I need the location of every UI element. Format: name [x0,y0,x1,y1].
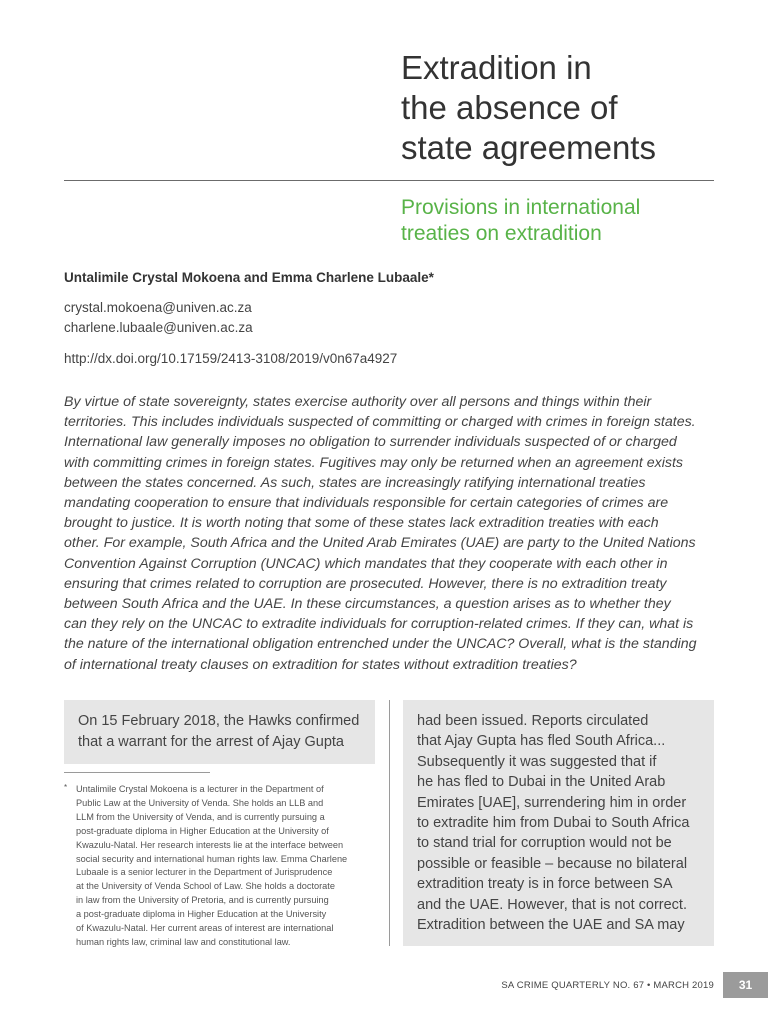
pull-quote-line: to extradite him from Dubai to South Africa [417,815,690,832]
abstract-line: with committing crimes in foreign states. Fugitives may only be returned when an agreement exists [64,454,684,471]
footnote-line: Lubaale is a senior lecturer in the Department of Jurisprudence [76,867,333,878]
abstract-line: By virtue of state sovereignty, states exercise authority over all persons and things within their [64,394,652,410]
author-email-link[interactable]: crystal.mokoena@univen.ac.za [64,300,252,315]
subtitle-line: Provisions in international [401,196,641,219]
abstract-line: between the states concerned. As such, states are increasingly ratifying international treaties [64,474,646,491]
abstract-line: the nature of the international obligation entrenched under the UNCAC? Overall, what is the standing [64,636,697,653]
abstract-line: brought to justice. It is worth noting that some of these states lack extradition treaties with each [64,515,659,532]
pull-quote-line: he has fled to Dubai in the United Arab [417,774,666,791]
abstract-line: mandating cooperation to ensure that individuals responsible for certain categories of crimes are [64,495,669,512]
pull-quote-line: had been issued. Reports circulated [417,713,649,729]
footnote-line: Untalimile Crystal Mokoena is a lecturer in the Department of [76,784,324,794]
page-number: 31 [723,972,768,998]
title-divider [64,180,714,181]
column-divider [389,700,390,946]
abstract-line: other. For example, South Africa and the United Arab Emirates (UAE) are party to the United Nations [64,535,696,552]
abstract-line: International law generally imposes no obligation to surrender individuals suspected of or charged [64,434,677,451]
doi-link[interactable]: http://dx.doi.org/10.17159/2413-3108/2019/v0n67a4927 [64,351,398,366]
footnote-text [76,783,347,950]
footnote-line: social security and international human rights law. Emma Charlene [76,853,348,864]
running-footer: SA CRIME QUARTERLY NO. 67 • MARCH 2019 [501,980,714,991]
article-subtitle [401,195,721,247]
footnote-line: human rights law, criminal law and constitutional law. [76,936,291,947]
pull-quote-text [417,711,689,935]
author-names: Untalimile Crystal Mokoena and Emma Charlene Lubaale* [64,270,434,285]
author-email-link[interactable]: charlene.lubaale@univen.ac.za [64,320,253,335]
abstract-line: can they rely on the UNCAC to extradite individuals for corruption-related crimes. If they can, what is [64,616,694,633]
abstract [64,392,724,675]
pull-quote-line: and the UAE. However, that is not correct. [417,896,687,913]
title-line: Extradition in [401,49,592,86]
pull-quote-line: Extradition between the UAE and SA may [417,917,685,934]
abstract-line: between South Africa and the UAE. In these circumstances, a question arises as to whether they [64,596,671,613]
abstract-line: of international treaty clauses on extradition for states without extradition treaties? [64,656,577,673]
abstract-line: territories. This includes individuals suspected of committing or charged with crimes in foreign states. [64,414,696,431]
pull-quote-line: that a warrant for the arrest of Ajay Gupta [78,734,344,750]
pull-quote-line: On 15 February 2018, the Hawks confirmed [78,713,360,729]
footnote-line: Public Law at the University of Venda. She holds an LLB and [76,797,324,808]
footnote-line: post-graduate diploma in Higher Education at the University of [76,825,329,836]
footnote-divider [64,772,210,773]
footnote-line: at the University of Venda School of Law. She holds a doctorate [76,881,335,892]
footnote-line: LLM from the University of Venda, and is currently pursuing a [76,811,325,822]
title-line: the absence of [401,89,618,126]
footnote-line: Kwazulu-Natal. Her research interests lie at the interface between [76,839,344,850]
pull-quote-line: Emirates [UAE], surrendering him in order [417,794,687,811]
pull-quote-line: extradition treaty is in force between SA [417,876,673,893]
abstract-line: ensuring that crimes related to corruption are prosecuted. However, there is no extradition treaty [64,575,667,592]
subtitle-line: treaties on extradition [401,222,602,245]
pull-quote-text [78,711,359,753]
footnote-line: a post-graduate diploma in Higher Education at the University [76,909,327,920]
abstract-line: Convention Against Corruption (UNCAC) which mandates that they cooperate with each other in [64,555,668,572]
pull-quote-box-left [64,700,375,764]
article-title [401,48,731,168]
pull-quote-box-right [403,700,714,946]
pull-quote-line: possible or feasible – because no bilateral [417,855,688,872]
pull-quote-line: to stand trial for corruption would not be [417,835,672,852]
footnote-marker: * [64,783,68,792]
footnote-line: in law from the University of Pretoria, and is currently pursuing [76,895,329,906]
title-line: state agreements [401,129,656,166]
pull-quote-line: Subsequently it was suggested that if [417,753,657,770]
footnote-line: of Kwazulu-Natal. Her current areas of interest are international [76,923,334,934]
pull-quote-line: that Ajay Gupta has fled South Africa... [417,733,666,750]
